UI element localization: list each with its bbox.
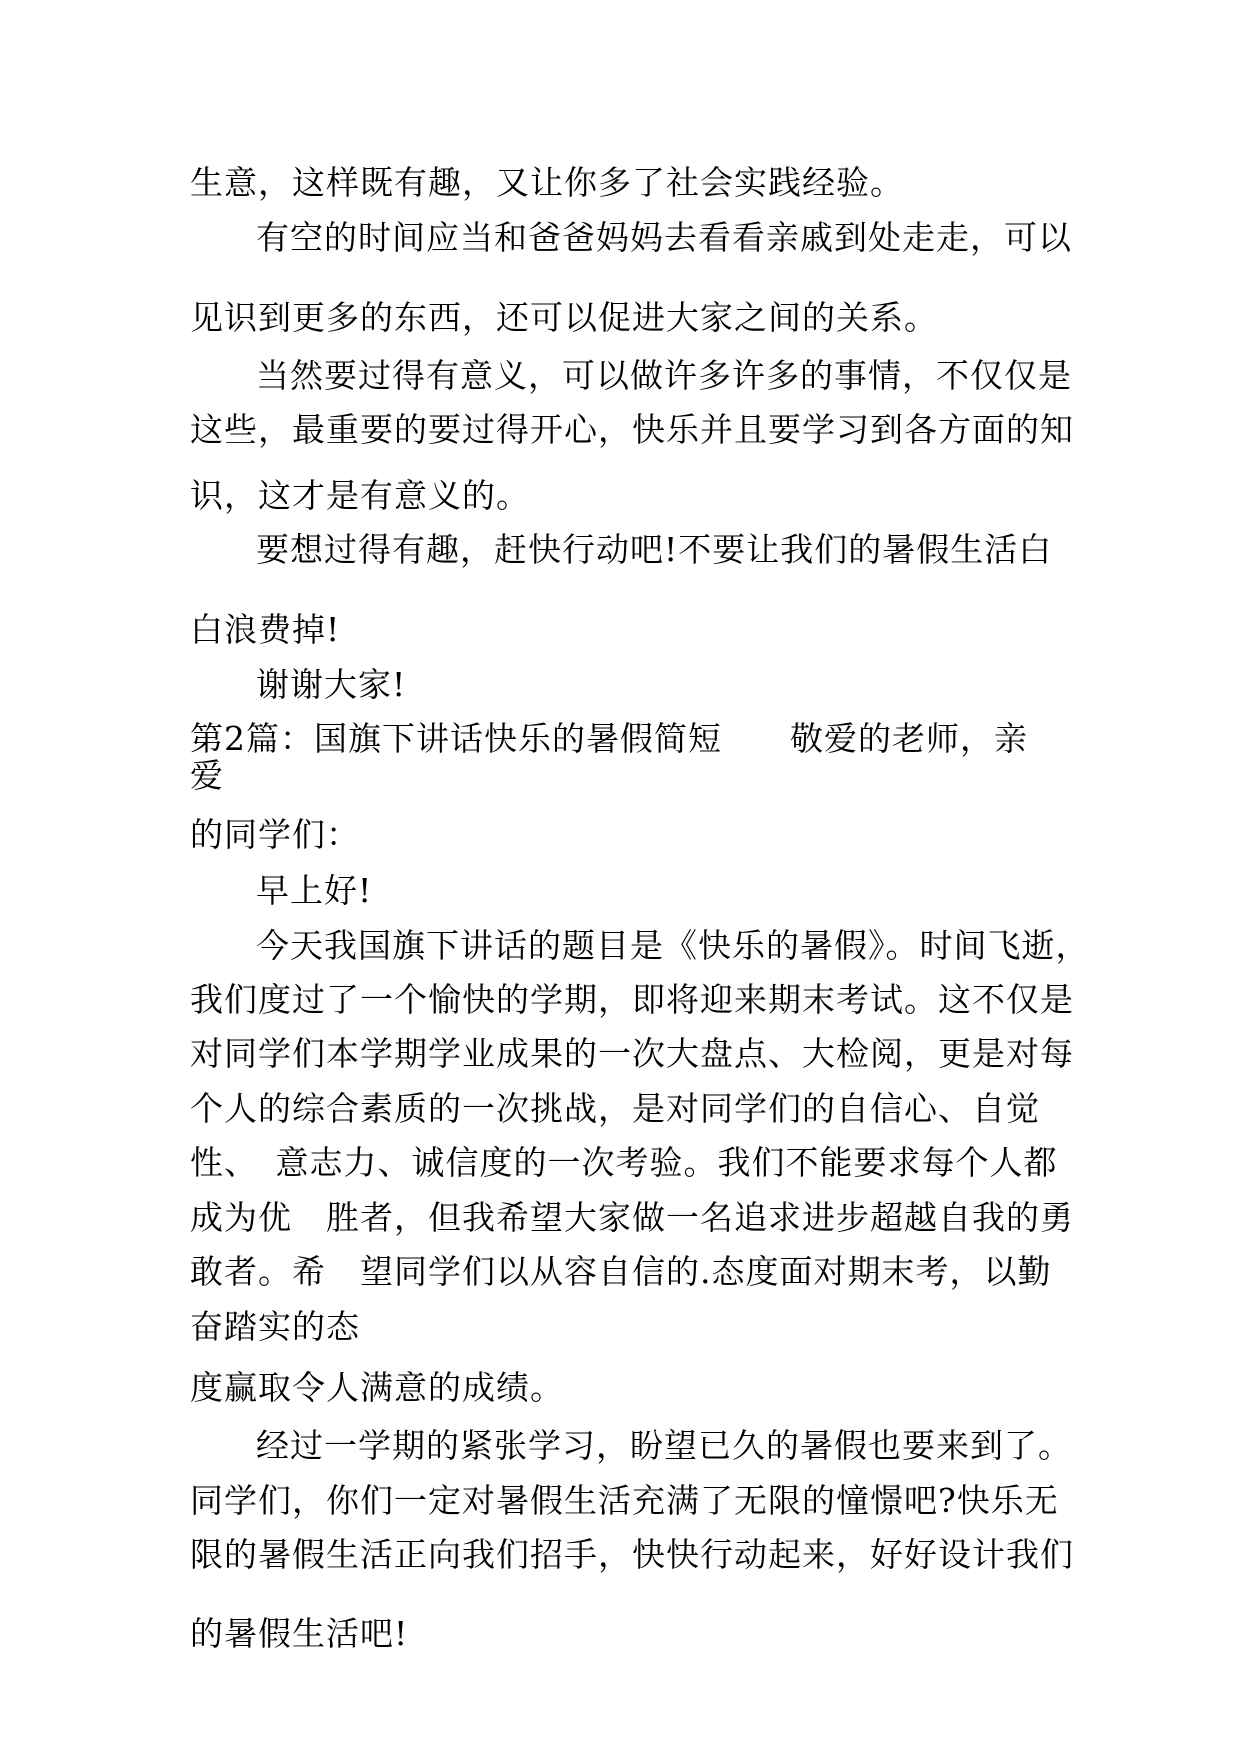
text-line: 奋踏实的态	[190, 1307, 360, 1346]
text-line: 同学们，你们一定对暑假生活充满了无限的憧憬吧?快乐无	[190, 1481, 1059, 1520]
text-line: 识，这才是有意义的。	[190, 476, 530, 515]
text-line: 我们度过了一个愉快的学期，即将迎来期末考试。这不仅是	[190, 980, 1074, 1019]
text-line: 早上好!	[256, 871, 373, 910]
text-line: 度赢取令人满意的成绩。	[190, 1368, 564, 1407]
text-line: 今天我国旗下讲话的题目是《快乐的暑假》。时间飞逝，	[256, 926, 1090, 965]
text-line: 有空的时间应当和爸爸妈妈去看看亲戚到处走走，可以	[256, 218, 1072, 257]
text-line: 要想过得有趣，赶快行动吧!不要让我们的暑假生活白	[256, 530, 1053, 569]
text-line: 性、 意志力、诚信度的一次考验。我们不能要求每个人都	[190, 1143, 1058, 1182]
text-line: 敢者。希 望同学们以从容自信的.态度面对期末考，以勤	[190, 1252, 1052, 1291]
text-line: 对同学们本学期学业成果的一次大盘点、大检阅，更是对每	[190, 1034, 1074, 1073]
text-line: 生意，这样既有趣，又让你多了社会实践经验。	[190, 163, 904, 202]
text-line: 的暑假生活吧!	[190, 1614, 409, 1653]
text-line: 谢谢大家!	[256, 665, 407, 704]
text-line: 见识到更多的东西，还可以促进大家之间的关系。	[190, 298, 938, 337]
text-line: 这些，最重要的要过得开心，快乐并且要学习到各方面的知	[190, 410, 1074, 449]
text-line: 限的暑假生活正向我们招手，快快行动起来，好好设计我们	[190, 1535, 1074, 1574]
text-line: 经过一学期的紧张学习，盼望已久的暑假也要来到了。	[256, 1426, 1072, 1465]
text-line: 成为优 胜者，但我希望大家做一名追求进步超越自我的勇	[190, 1198, 1074, 1237]
text-line: 白浪费掉!	[190, 610, 341, 649]
text-line: 当然要过得有意义，可以做许多许多的事情，不仅仅是	[256, 356, 1072, 395]
section-heading: 第2篇：国旗下讲话快乐的暑假简短 敬爱的老师，亲	[190, 719, 1028, 758]
text-line: 的同学们：	[190, 815, 360, 854]
text-line: 爱	[190, 756, 224, 795]
text-line: 个人的综合素质的一次挑战，是对同学们的自信心、自觉	[190, 1089, 1040, 1128]
